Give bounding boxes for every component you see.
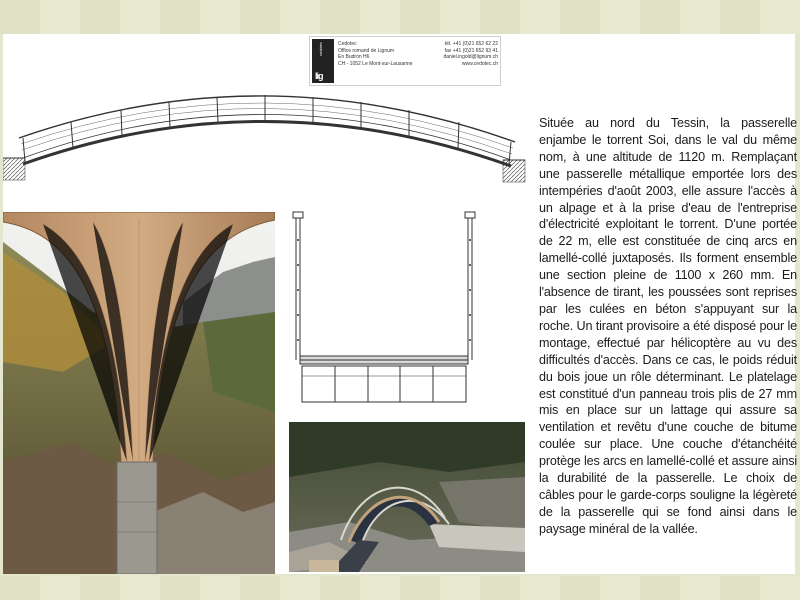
address-line: En Budron H6 bbox=[338, 54, 370, 60]
address-line: Cedotec bbox=[338, 41, 357, 47]
bridge-elevation-drawing bbox=[3, 86, 528, 184]
contact-line: daniel.ingold@lignum.ch bbox=[443, 54, 498, 60]
lignum-logo bbox=[312, 39, 334, 83]
contact-line: tél. +41 (0)21 652 62 22 bbox=[444, 41, 498, 47]
footbridge-photo bbox=[289, 422, 525, 572]
logo-vertical-text: cedotec bbox=[318, 42, 323, 57]
bridge-cross-section-drawing bbox=[288, 210, 483, 410]
magazine-page bbox=[3, 34, 795, 574]
scan-frame-top bbox=[0, 0, 800, 34]
article-text: Située au nord du Tessin, la passerelle enjambe le torrent Soi, dans le val du même nom, à une altitude de 1120 m. Remplaçant une passerelle métallique emportée lors des intempéries d'août 2003, elle assure l'accès à un alpage et à la prise d'eau de l'entreprise d'électricité exploitant le torrent. D'une portée de 22 m, elle est constituée de cinq arcs en lamellé-collé juxtaposés. Ils forment ensemble une section pleine de 1100 x 260 mm. En l'absence de tirant, les poussées sont reprises par les culées en béton s'appuyant sur la roche. Un tirant provisoire a été disposé pour le montage, effectué par hélicoptère au vu des difficultés d'accès. Dans ce cas, le poids réduit du bois joue un rôle déterminant. Le platelage est constitué d'un panneau trois plis de 27 mm mis en place sur un lattage qui assure sa ventilation et revêtu d'une couche de bitume coulée sur place. Une couche d'étanchéité protège les arcs en lamellé-collé et assure ainsi la durabilité de la passerelle. Le choix de câbles pour le garde-corps souligne la légèreté de la passerelle qui se fond ainsi dans le paysage minéral de la vallée. bbox=[539, 116, 797, 536]
contact-line: www.cedotec.ch bbox=[461, 60, 498, 67]
scan-frame-bottom bbox=[0, 576, 800, 600]
cedotec-stamp bbox=[309, 36, 501, 86]
address-line: CH - 1052 Le Mont-sur-Lausanne bbox=[338, 60, 413, 67]
arch-underside-photo bbox=[3, 212, 275, 574]
contact-line: fax +41 (0)21 652 93 41 bbox=[444, 47, 498, 54]
stamp-address bbox=[338, 41, 438, 67]
stamp-contact bbox=[438, 41, 498, 67]
address-line: Office romand de Lignum bbox=[338, 47, 395, 54]
logo-text: lig bbox=[315, 70, 323, 81]
